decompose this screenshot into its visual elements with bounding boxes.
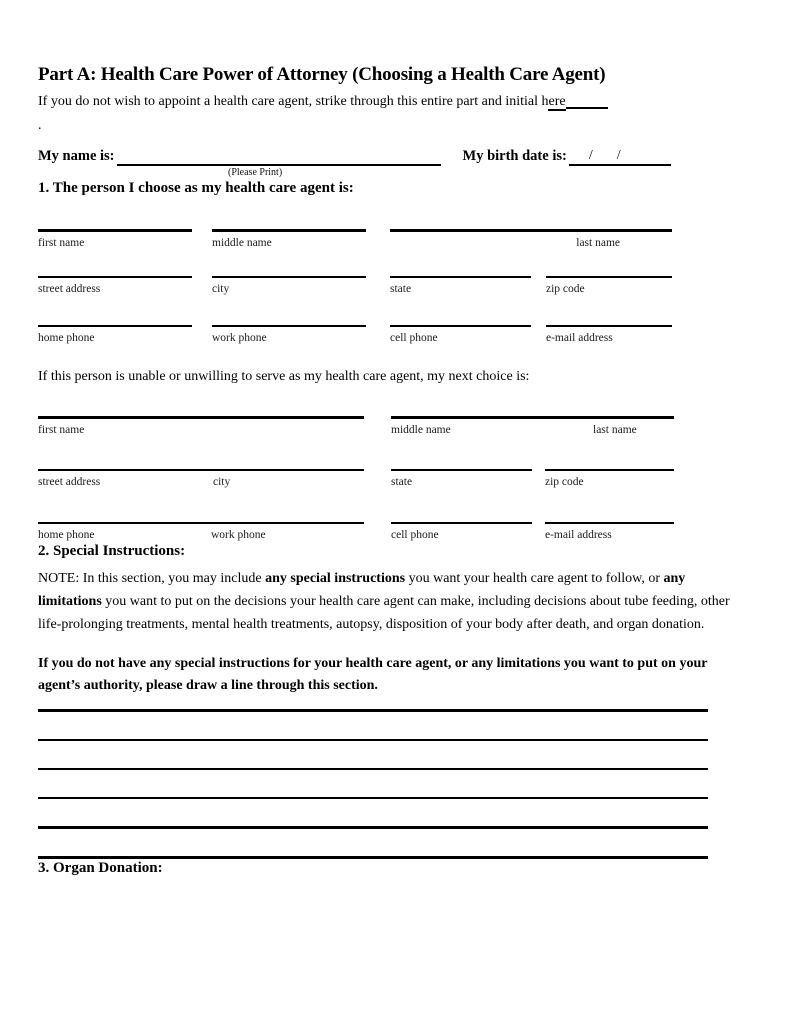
field-label: home phone: [38, 529, 95, 541]
agent2-address-row: [38, 469, 752, 489]
note-segment-bold: any limitations: [38, 571, 686, 609]
field-label: street address: [38, 476, 101, 488]
agent2-phone-row: [38, 522, 752, 542]
special-instructions-line-3[interactable]: [38, 768, 708, 770]
field-label: e-mail address: [545, 529, 612, 541]
agent1-first-name-field: [38, 229, 192, 250]
agent1-work-phone-field: [212, 325, 366, 345]
date-slash-icon: /: [588, 148, 593, 163]
special-instructions-line-4[interactable]: [38, 797, 708, 799]
agent2-street-city-field: [38, 469, 364, 489]
please-print-note: (Please Print): [228, 167, 283, 178]
field-label: home phone: [38, 332, 95, 344]
agent1-address-row: [38, 276, 752, 296]
field-label: city: [213, 476, 231, 488]
note-segment: you want your health care agent to follow, or: [405, 571, 664, 586]
agent1-phone-row: [38, 325, 752, 345]
agent2-first-name-field: [38, 416, 364, 437]
date-slash-icon: /: [616, 148, 621, 163]
field-label: first name: [38, 424, 85, 436]
field-label: middle name: [391, 424, 451, 436]
field-label: zip code: [546, 283, 585, 295]
page-title: Part A: Health Care Power of Attorney (Choosing a Health Care Agent): [38, 64, 606, 85]
special-instructions-writing-area: [38, 709, 708, 859]
field-label: city: [212, 283, 230, 295]
field-label: zip code: [545, 476, 584, 488]
agent1-middle-name-field: [212, 229, 366, 250]
field-label: middle name: [212, 237, 272, 249]
alternate-agent-intro: If this person is unable or unwilling to serve as my health care agent, my next choice is:: [38, 369, 530, 384]
agent1-city-field: [212, 276, 366, 296]
agent2-zip-field: [545, 469, 674, 489]
field-label: e-mail address: [546, 332, 613, 344]
intro-text-plain: If you do not wish to appoint a health care agent, strike through this entire part and initial h: [38, 94, 549, 109]
stray-period: .: [38, 118, 42, 133]
special-instructions-line-1[interactable]: [38, 709, 708, 712]
name-input-line[interactable]: [117, 151, 441, 166]
field-label: state: [390, 283, 412, 295]
agent1-name-row: [38, 229, 752, 250]
section3-heading: 3. Organ Donation:: [38, 860, 163, 876]
agent1-state-field: [390, 276, 531, 296]
field-label: work phone: [211, 529, 266, 541]
initial-here-line[interactable]: [566, 107, 608, 109]
section2-heading: 2. Special Instructions:: [38, 543, 186, 559]
field-label: work phone: [212, 332, 267, 344]
field-label: cell phone: [390, 332, 438, 344]
agent1-zip-field: [546, 276, 672, 296]
strike-through-directive: If you do not have any special instructions for your health care agent, or any limitations you want to put on your agent’s authority, please draw a line through this section.: [38, 656, 708, 693]
agent2-email-field: [545, 522, 674, 542]
special-instructions-note: [38, 567, 746, 636]
intro-text-underlined: ere: [548, 94, 566, 109]
name-label: My name is:: [38, 148, 115, 164]
birthdate-label: My birth date is:: [462, 148, 567, 164]
field-label: last name: [576, 237, 620, 249]
special-instructions-line-2[interactable]: [38, 739, 708, 741]
field-label: state: [391, 476, 413, 488]
section1-heading: 1. The person I choose as my health care agent is:: [38, 180, 354, 196]
special-instructions-line-5[interactable]: [38, 826, 708, 829]
field-label: first name: [38, 237, 85, 249]
note-segment: NOTE: In this section, you may include: [38, 571, 266, 586]
agent1-street-field: [38, 276, 192, 296]
agent2-state-field: [391, 469, 532, 489]
field-label: street address: [38, 283, 101, 295]
agent1-email-field: [546, 325, 672, 345]
note-segment-bold: any special instructions: [265, 571, 406, 586]
agent1-home-phone-field: [38, 325, 192, 345]
agent1-last-name-field: [390, 229, 672, 250]
agent1-cell-phone-field: [390, 325, 531, 345]
birthdate-input-line[interactable]: [569, 150, 671, 166]
field-label: cell phone: [391, 529, 439, 541]
agent2-home-work-phone-field: [38, 522, 364, 542]
intro-text: [38, 93, 752, 111]
agent2-middle-last-name-field: [391, 416, 674, 437]
agent2-name-row: [38, 416, 752, 437]
note-segment: you want to put on the decisions your health care agent can make, including decisions about tube feeding, other life-prolonging treatments, mental health treatments, autopsy, disposition of your body after death, and organ donation.: [38, 594, 730, 632]
name-birthdate-row: [38, 147, 752, 166]
field-label: last name: [593, 424, 637, 436]
agent2-cell-phone-field: [391, 522, 532, 542]
